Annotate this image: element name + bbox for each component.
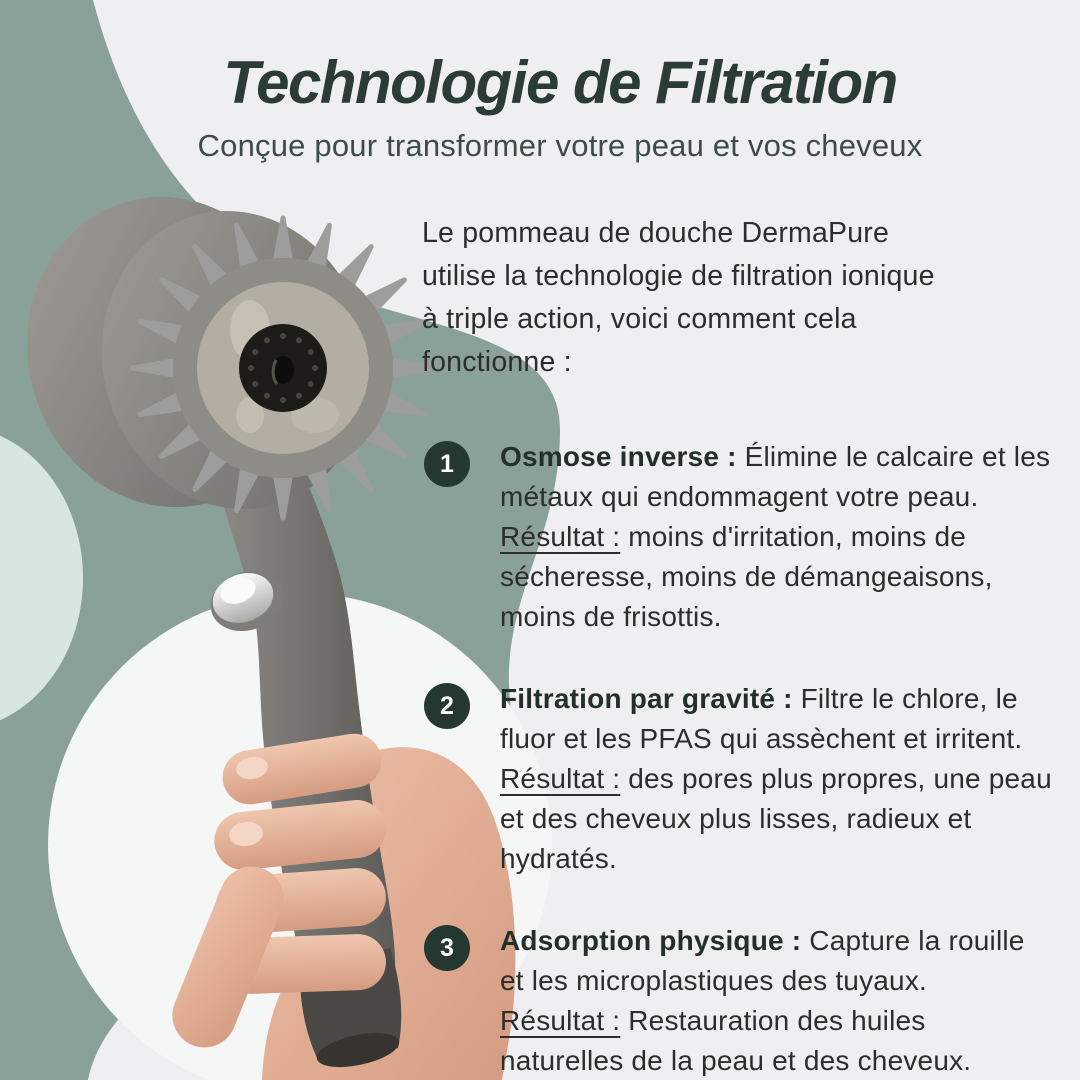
feature-body: Filtre le chlore, le fluor et les PFAS qui assèchent et irritent. xyxy=(500,683,1023,754)
intro-line: fonctionne : xyxy=(422,346,572,378)
feature-body: Capture la rouille et les microplastiques des tuyaux. xyxy=(500,925,1025,996)
feature-description xyxy=(500,679,1052,759)
intro-paragraph xyxy=(422,212,1062,384)
feature-result xyxy=(500,759,1052,879)
feature-item-text xyxy=(500,921,1052,1080)
number-badge-3: 3 xyxy=(424,925,470,971)
feature-item-text xyxy=(500,437,1052,637)
result-label: Résultat : xyxy=(500,1005,621,1036)
feature-result xyxy=(500,1001,1052,1080)
result-text: des pores plus propres, une peau et des cheveux plus lisses, radieux et hydratés. xyxy=(500,763,1052,874)
feature-body: Élimine le calcaire et les métaux qui endommagent votre peau. xyxy=(500,441,1051,512)
feature-description xyxy=(500,921,1052,1001)
feature-heading: Osmose inverse : xyxy=(500,441,737,472)
number-badge-1: 1 xyxy=(424,441,470,487)
result-text: Restauration des huiles naturelles de la peau et des cheveux. xyxy=(500,1005,972,1076)
feature-heading: Filtration par gravité : xyxy=(500,683,793,714)
result-label: Résultat : xyxy=(500,763,621,794)
intro-line: à triple action, voici comment cela xyxy=(422,303,857,335)
intro-line: Le pommeau de douche DermaPure xyxy=(422,217,890,249)
feature-description xyxy=(500,437,1052,517)
feature-item-gravite xyxy=(424,679,1064,879)
feature-item-text xyxy=(500,679,1052,879)
number-badge-2: 2 xyxy=(424,683,470,729)
feature-heading: Adsorption physique : xyxy=(500,925,802,956)
intro-line: utilise la technologie de filtration ionique xyxy=(422,260,935,292)
result-text: moins d'irritation, moins de sécheresse, moins de démangeaisons, moins de frisottis. xyxy=(500,521,993,632)
page-title: Technologie de Filtration xyxy=(223,49,897,116)
feature-item-adsorption xyxy=(424,921,1064,1080)
feature-item-osmose xyxy=(424,437,1064,637)
page-subtitle: Conçue pour transformer votre peau et vos cheveux xyxy=(197,128,923,163)
header xyxy=(80,48,1040,166)
result-label: Résultat : xyxy=(500,521,621,552)
feature-result xyxy=(500,517,1052,637)
